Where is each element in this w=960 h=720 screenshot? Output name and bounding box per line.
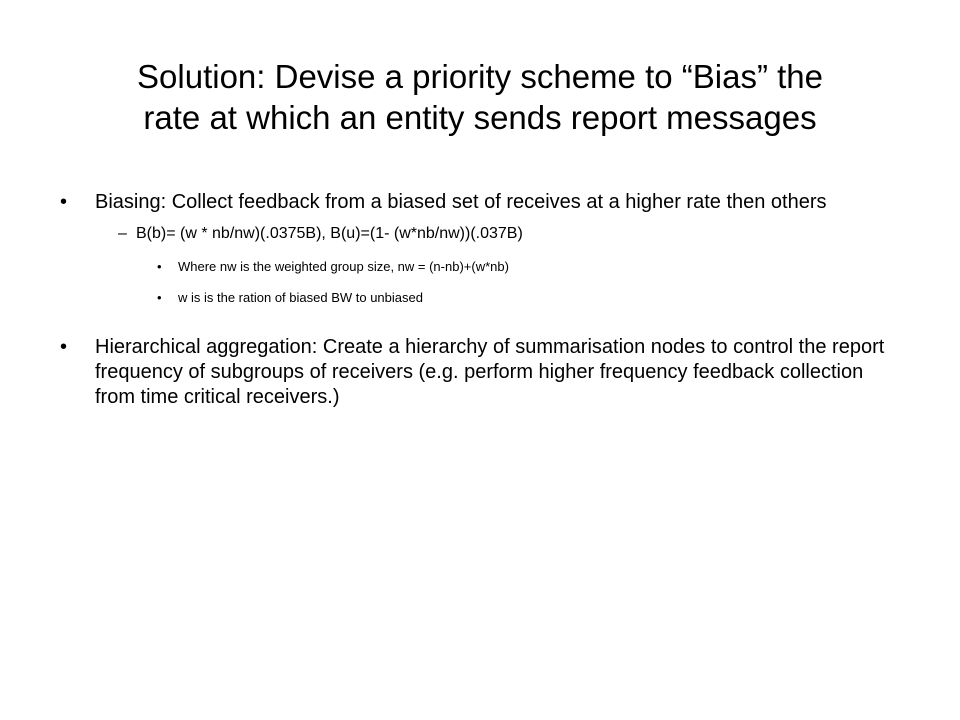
bullet-biasing	[58, 190, 898, 215]
bullet-glyph: •	[157, 259, 162, 274]
sub-sub-bullet-weighted-group	[58, 258, 898, 275]
slide-title	[40, 56, 920, 138]
bullet-hierarchical-aggregation-text: Hierarchical aggregation: Create a hierarchy of summarisation nodes to control the report frequency of subgroups of receivers (e.g. perform higher frequency feedback collection from time critical receivers.)	[95, 336, 885, 408]
dash-glyph: –	[118, 225, 127, 242]
bullet-hierarchical-aggregation	[58, 335, 898, 410]
bullet-glyph: •	[60, 336, 68, 358]
sub-sub-bullet-bw-ratio-text: w is is the ration of biased BW to unbiased	[178, 290, 423, 305]
bullet-glyph: •	[157, 290, 162, 305]
slide-title-line-2: rate at which an entity sends report messages	[143, 99, 817, 136]
slide-title-line-1: Solution: Devise a priority scheme to “Bias” the	[137, 58, 823, 95]
bullet-glyph: •	[60, 191, 68, 213]
sub-sub-bullet-bw-ratio	[58, 289, 898, 306]
sub-bullet-formula	[58, 224, 898, 244]
sub-bullet-formula-text: B(b)= (w * nb/nw)(.0375B), B(u)=(1- (w*nb/nw))(.037B)	[136, 225, 523, 242]
bullet-biasing-text: Biasing: Collect feedback from a biased set of receives at a higher rate then others	[95, 191, 827, 213]
slide-body	[58, 190, 898, 410]
sub-sub-bullet-weighted-group-text: Where nw is the weighted group size, nw = (n-nb)+(w*nb)	[178, 259, 509, 274]
